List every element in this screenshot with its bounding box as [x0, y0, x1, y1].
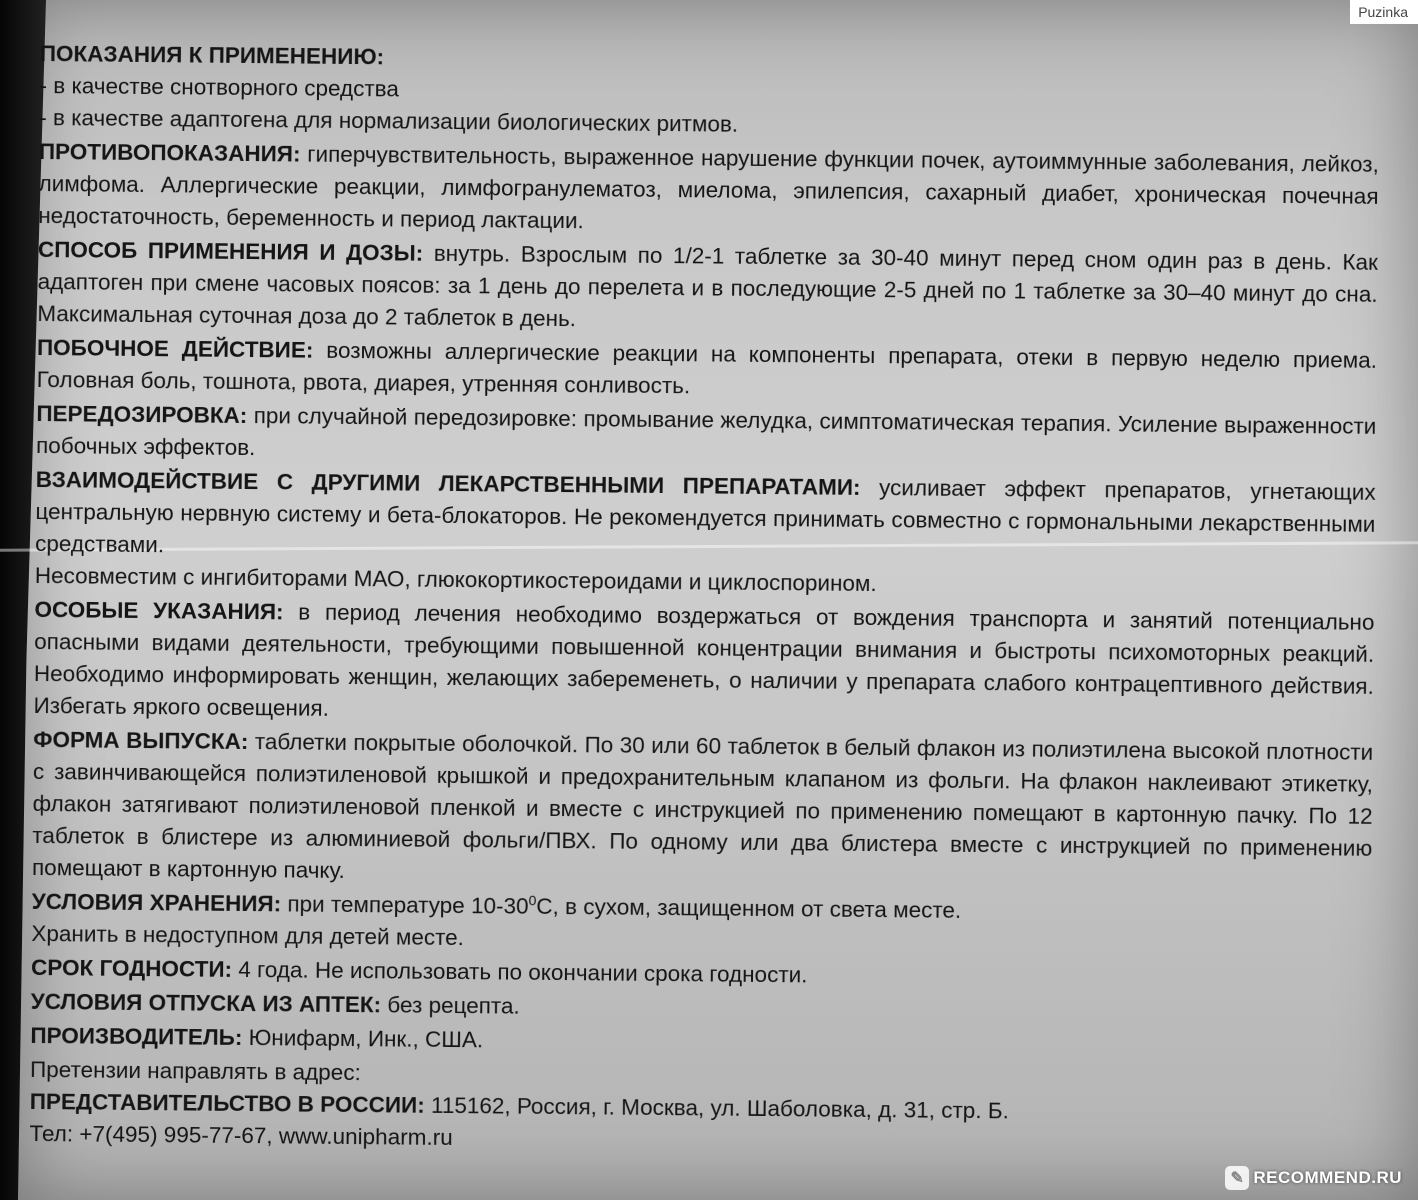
manufacturer-text: Юнифарм, Инк., США. [242, 1024, 484, 1053]
overdose-text: при случайной передозировке: промывание желудка, симптоматическая терапия. Усиление выраженности побочных эффектов. [35, 403, 1377, 461]
section-storage [31, 886, 1372, 963]
indications-item: - в качестве снотворного средства [39, 72, 400, 102]
recommend-logo-icon: ✎ [1225, 1166, 1249, 1190]
section-side-effects [37, 332, 1378, 409]
interaction-line: Несовместим с ингибиторами МАО, глюкокортикостероидами и циклоспорином. [34, 562, 877, 597]
section-special [33, 594, 1374, 735]
section-indications [39, 38, 1380, 147]
storage-text-end: С, в сухом, защищенном от света месте. [536, 893, 962, 923]
site-logo [1225, 1166, 1402, 1190]
storage-heading: УСЛОВИЯ ХРАНЕНИЯ: [31, 888, 282, 917]
manufacturer-heading: ПРОИЗВОДИТЕЛЬ: [30, 1022, 243, 1050]
section-interaction [35, 464, 1376, 605]
contraindications-text: гиперчувствительность, выраженное нарушение функции почек, аутоиммунные заболевания, лейкоз, лимфома. Аллергические реакции, лимфогранулематоз, миелома, эпилепсия, сахарный диабет, хроническая почечная недостаточность, беременность и период лактации. [38, 141, 1379, 234]
degree-mark: 0 [528, 892, 537, 909]
side-effects-heading: ПОБОЧНОЕ ДЕЙСТВИЕ: [36, 334, 314, 363]
dosage-text: внутрь. Взрослым по 1/2-1 таблетке за 30-40 минут перед сном один раз в день. Как адаптоген при смене часовых поясов: за 1 день до перелета и в последующие 2-5 дней по 1 таблетке за 30–40 минут до сна. Максимальная суточная доза до 2 таблеток в день. [37, 240, 1379, 332]
author-watermark: Puzinka [1350, 0, 1418, 24]
representative-heading: ПРЕДСТАВИТЕЛЬСТВО В РОССИИ: [29, 1088, 425, 1118]
dosage-heading: СПОСОБ ПРИМЕНЕНИЯ И ДОЗЫ: [37, 236, 424, 266]
side-effects-text: возможны аллергические реакции на компоненты препарата, отеки в первую неделю приема. Головная боль, тошнота, рвота, диарея, утренняя сонливость. [36, 337, 1378, 399]
storage-line: Хранить в недоступном для детей месте. [31, 920, 465, 951]
dispensing-heading: УСЛОВИЯ ОТПУСКА ИЗ АПТЕК: [30, 988, 382, 1018]
dispensing-text: без рецепта. [380, 992, 520, 1019]
interaction-heading: ВЗАИМОДЕЙСТВИЕ С ДРУГИМИ ЛЕКАРСТВЕННЫМИ ПРЕПАРАТАМИ: [35, 466, 861, 500]
storage-text: при температуре 10-30 [281, 891, 529, 919]
claims-line: Претензии направлять в адрес: [29, 1056, 361, 1086]
section-representative [29, 1086, 1370, 1163]
contraindications-heading: ПРОТИВОПОКАЗАНИЯ: [38, 138, 301, 167]
section-contraindications [38, 136, 1379, 245]
section-form [32, 724, 1373, 897]
representative-address: 115162, Россия, г. Москва, ул. Шаболовка, д. 31, стр. Б. [424, 1092, 1009, 1124]
indications-heading: ПОКАЗАНИЯ К ПРИМЕНЕНИЮ: [39, 40, 385, 70]
overdose-heading: ПЕРЕДОЗИРОВКА: [36, 400, 248, 429]
shelf-life-text: 4 года. Не использовать по окончании срока годности. [231, 956, 808, 988]
special-text: в период лечения необходимо воздержаться от вождения транспорта и занятий потенциально опасными видами деятельности, требующими повышенной концентрации внимания и быстроты психомоторных реакций. Необходимо информировать женщин, желающих забеременеть, о наличии у препарата слабого контрацептивного действия. Избегать яркого освещения. [33, 599, 1375, 721]
section-overdose [36, 398, 1377, 475]
form-heading: ФОРМА ВЫПУСКА: [33, 726, 249, 755]
leaflet-text [29, 38, 1380, 1165]
special-heading: ОСОБЫЕ УКАЗАНИЯ: [34, 596, 284, 625]
representative-contact: Тел: +7(495) 995-77-67, www.unipharm.ru [29, 1120, 453, 1151]
form-text: таблетки покрытые оболочкой. По 30 или 60 таблеток в белый флакон из полиэтилена высокой плотности с завинчивающейся полиэтиленовой крышкой и предохранительным клапаном из фольги. На флакон наклеивают этикетку, флакон затягивают полиэтиленовой пленкой и вместе с инструкцией по применению помещают в картонную пачку. По 12 таблеток в блистере из алюминиевой фольги/ПВХ. По одному или два блистера вместе с инструкцией по применению помещают в картонную пачку. [31, 729, 1374, 883]
section-dosage [37, 234, 1378, 343]
shelf-life-heading: СРОК ГОДНОСТИ: [30, 954, 233, 982]
recommend-logo-text: RECOMMEND.RU [1253, 1168, 1402, 1187]
interaction-text: усиливает эффект препаратов, угнетающих центральную нервную систему и бета-блокаторов. Не рекомендуется принимать совместно с гормональными лекарственными средствами. [35, 474, 1376, 558]
indications-item: - в качестве адаптогена для нормализации биологических ритмов. [39, 104, 739, 137]
